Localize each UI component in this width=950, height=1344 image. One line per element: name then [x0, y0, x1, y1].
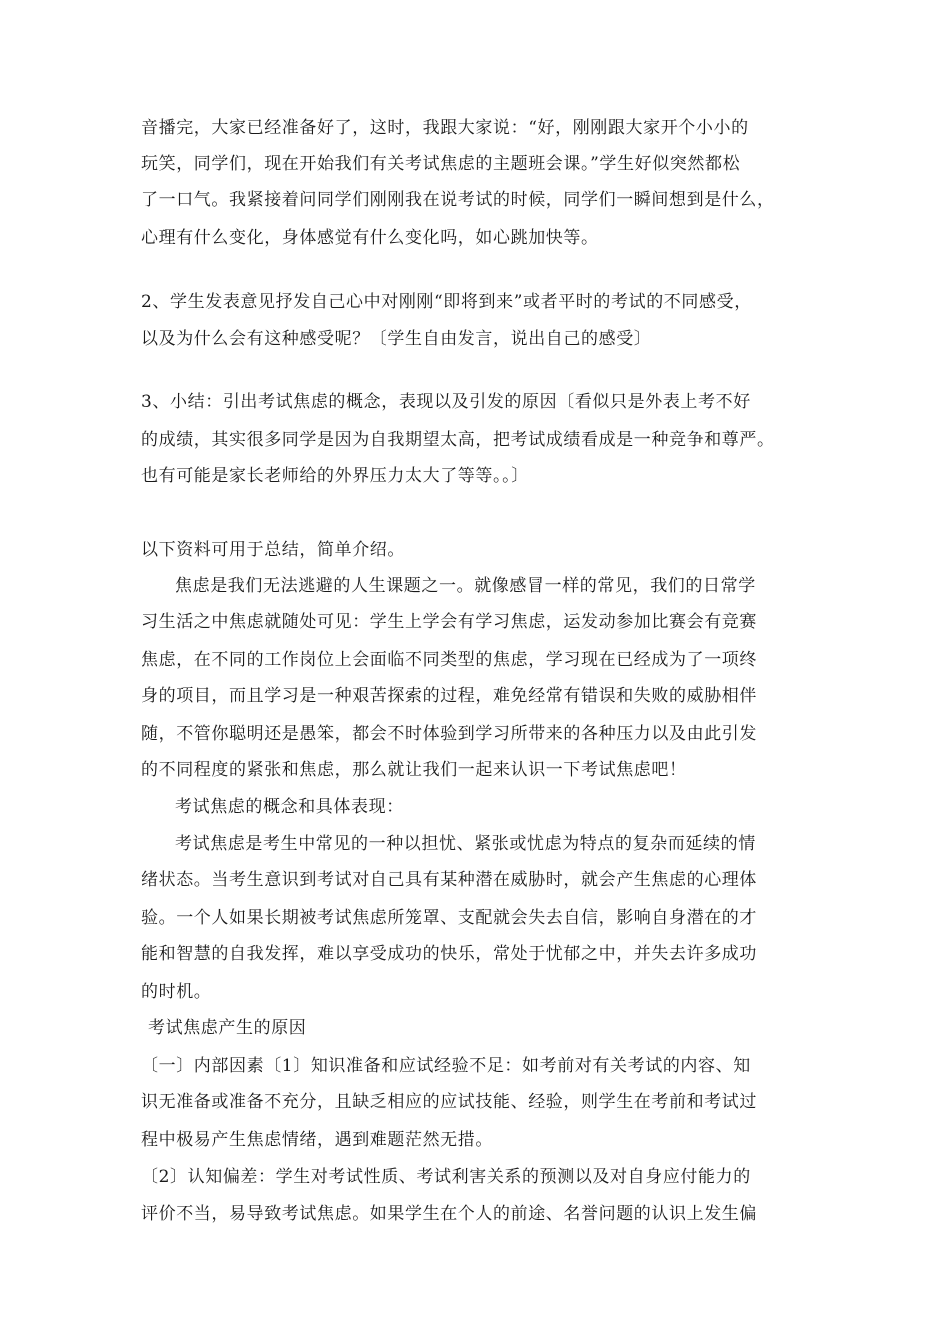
- text-line: 〔2〕认知偏差：学生对考试性质、考试利害关系的预测以及对自身应付能力的: [141, 1167, 751, 1187]
- text-line: 〔一〕内部因素〔1〕知识准备和应试经验不足：如考前对有关考试的内容、知: [141, 1056, 751, 1076]
- text-line: 识无准备或准备不充分，且缺乏相应的应试技能、经验，则学生在考前和考试过: [141, 1092, 757, 1112]
- text-line: 程中极易产生焦虑情绪，遇到难题茫然无措。: [141, 1130, 493, 1150]
- text-line: 了一口气。我紧接着问同学们刚刚我在说考试的时候，同学们一瞬间想到是什么，: [141, 190, 775, 210]
- text-line: 考试焦虑是考生中常见的一种以担忧、紧张或忧虑为特点的复杂而延续的情: [175, 834, 756, 854]
- text-line: 身的项目，而且学习是一种艰苦探索的过程，难免经常有错误和失败的威胁相伴: [141, 686, 757, 706]
- text-line: 评价不当，易导致考试焦虑。如果学生在个人的前途、名誉问题的认识上发生偏: [141, 1204, 757, 1224]
- materials-intro: 以下资料可用于总结，简单介绍。: [141, 540, 405, 560]
- text-line: 3、小结：引出考试焦虑的概念，表现以及引发的原因〔看似只是外表上考不好: [141, 392, 751, 412]
- concept-heading: 考试焦虑的概念和具体表现：: [175, 797, 404, 817]
- text-line: 音播完，大家已经准备好了，这时，我跟大家说：“好，刚刚跟大家开个小小的: [141, 118, 749, 138]
- causes-heading: 考试焦虑产生的原因: [148, 1018, 307, 1038]
- text-line: 焦虑，在不同的工作岗位上会面临不同类型的焦虑，学习现在已经成为了一项终: [141, 650, 757, 670]
- text-line: 2、学生发表意见抒发自己心中对刚刚“即将到来”或者平时的考试的不同感受，: [141, 292, 752, 312]
- text-line: 以及为什么会有这种感受呢？〔学生自由发言，说出自己的感受〕: [141, 329, 652, 349]
- text-line: 也有可能是家长老师给的外界压力太大了等等。。〕: [141, 466, 529, 486]
- text-line: 的成绩，其实很多同学是因为自我期望太高，把考试成绩看成是一种竞争和尊严。: [141, 430, 775, 450]
- text-line: 绪状态。当考生意识到考试对自己具有某种潜在威胁时，就会产生焦虑的心理体: [141, 870, 757, 890]
- text-line: 的时机。: [141, 982, 212, 1002]
- text-line: 心理有什么变化，身体感觉有什么变化吗，如心跳加快等。: [141, 228, 599, 248]
- text-line: 验。一个人如果长期被考试焦虑所笼罩、支配就会失去自信，影响自身潜在的才: [141, 908, 757, 928]
- text-line: 的不同程度的紧张和焦虑，那么就让我们一起来认识一下考试焦虑吧！: [141, 760, 687, 780]
- text-line: 习生活之中焦虑就随处可见：学生上学会有学习焦虑，运发动参加比赛会有竞赛: [141, 612, 757, 632]
- text-line: 玩笑，同学们，现在开始我们有关考试焦虑的主题班会课。”学生好似突然都松: [141, 154, 741, 174]
- text-line: 焦虑是我们无法逃避的人生课题之一。就像感冒一样的常见，我们的日常学: [175, 576, 756, 596]
- text-line: 随，不管你聪明还是愚笨，都会不时体验到学习所带来的各种压力以及由此引发: [141, 724, 757, 744]
- text-line: 能和智慧的自我发挥，难以享受成功的快乐，常处于忧郁之中，并失去许多成功: [141, 944, 757, 964]
